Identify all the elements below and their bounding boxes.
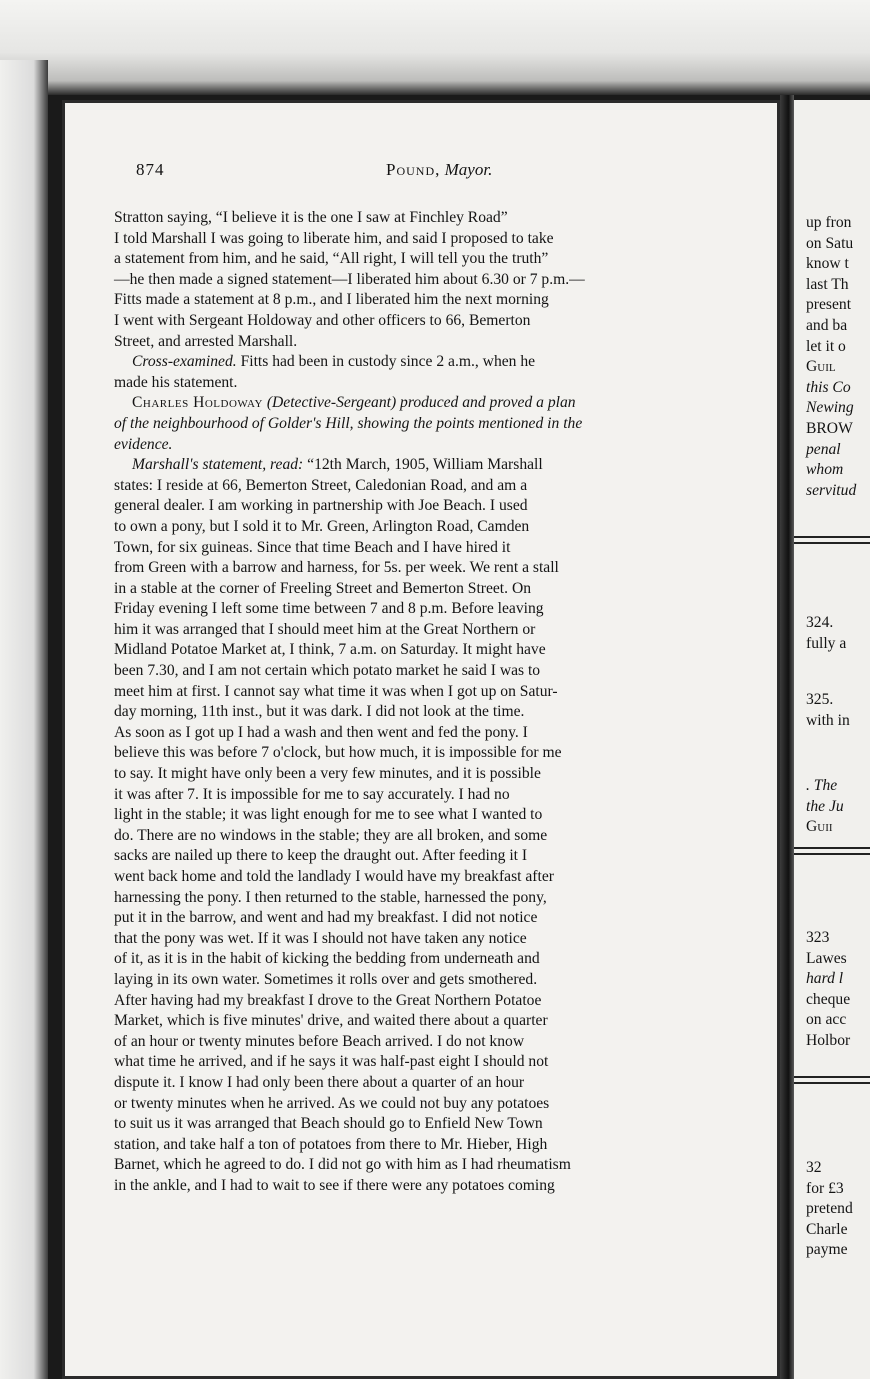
text-line: it was after 7. It is impossible for me to say accurately. I had no — [114, 785, 510, 803]
facing-line: the Ju — [806, 797, 844, 815]
facing-block-3 — [806, 690, 850, 731]
facing-line: servitud — [806, 481, 857, 499]
facing-line: cheque — [806, 990, 851, 1008]
scan-top-margin — [0, 0, 870, 95]
text-line: of the neighbourhood of Golder's Hill, showing the points mentioned in the — [114, 414, 583, 432]
text-line: to suit us it was arranged that Beach should go to Enfield New Town — [114, 1115, 543, 1133]
facing-page — [794, 100, 870, 1379]
text-line: made his statement. — [114, 373, 238, 391]
text-line: laying in its own water. Sometimes it rolls over and gets smothered. — [114, 970, 538, 988]
text-line: states: I reside at 66, Bemerton Street, Caledonian Road, and am a — [114, 476, 528, 494]
facing-line: for £3 — [806, 1179, 844, 1197]
facing-line: with in — [806, 711, 850, 729]
page-header — [136, 160, 736, 186]
text-line: in the ankle, and I had to wait to see if there were any potatoes coming — [114, 1176, 555, 1194]
text-line: put it in the barrow, and went and had my breakfast. I did not notice — [114, 909, 538, 927]
facing-line: 323 — [806, 929, 830, 946]
text-line: him it was arranged that I should meet him at the Great Northern or — [114, 620, 536, 638]
facing-line: pretend — [806, 1200, 853, 1218]
text-line: evidence. — [114, 435, 173, 453]
text-line: Market, which is five minutes' drive, and waited there about a quarter — [114, 1012, 548, 1030]
facing-line: know t — [806, 255, 849, 273]
text-line: As soon as I got up I had a wash and then went and fed the pony. I — [114, 723, 528, 741]
facing-line: Holbor — [806, 1031, 851, 1049]
text-line: general dealer. I am working in partnership with Joe Beach. I used — [114, 497, 528, 515]
facing-line: 324. — [806, 614, 834, 631]
testimony-paragraph — [114, 208, 754, 352]
body-text — [114, 208, 754, 1197]
text-line: that the pony was wet. If it was I should not have taken any notice — [114, 929, 527, 947]
text-line: Midland Potatoe Market at, I think, 7 a.m. on Saturday. It might have — [114, 641, 546, 659]
facing-line: 325. — [806, 691, 834, 708]
cross-examined-line — [114, 352, 754, 373]
statement-paragraph — [114, 476, 754, 1197]
running-head-title: Mayor. — [444, 160, 493, 179]
text-line: After having had my breakfast I drove to the Great Northern Potatoe — [114, 991, 542, 1009]
facing-line: present — [806, 296, 852, 314]
facing-line: Guil — [806, 358, 836, 376]
text-line: sacks are nailed up there to keep the draught out. After feeding it I — [114, 847, 528, 865]
facing-line: and ba — [806, 316, 848, 334]
book-gutter — [780, 95, 794, 1379]
text-line: to own a pony, but I sold it to Mr. Green, Arlington Road, Camden — [114, 517, 530, 535]
facing-line: Lawes — [806, 949, 847, 967]
text-line: Friday evening I left some time between 7 and 8 p.m. Before leaving — [114, 600, 544, 618]
text-line: went back home and told the landlady I would have my breakfast after — [114, 868, 554, 885]
text-line: from Green with a barrow and harness, for 5s. per week. We rent a stall — [114, 559, 559, 577]
text-line: harnessing the pony. I then returned to the stable, harnessed the pony, — [114, 888, 547, 906]
text-line: Stratton saying, “I believe it is the one I saw at Finchley Road” — [114, 209, 508, 226]
text-line: light in the stable; it was light enough for me to see what I wanted to — [114, 806, 543, 824]
facing-line: Guii — [806, 818, 833, 836]
facing-line: up fron — [806, 214, 852, 231]
facing-line: . The — [806, 777, 838, 794]
statement-label: Marshall's statement, read: — [132, 456, 304, 474]
witness-name: Charles Holdoway — [132, 394, 263, 412]
facing-line: this Co — [806, 378, 851, 396]
facing-line: whom — [806, 461, 844, 479]
text-line: Barnet, which he agreed to do. I did not go with him as I had rheumatism — [114, 1156, 571, 1174]
text-line: been 7.30, and I am not certain which potato market he said I was to — [114, 662, 541, 680]
text-run: “12th March, 1905, William Marshall — [307, 456, 543, 474]
text-line: a statement from him, and he said, “All right, I will tell you the truth” — [114, 250, 549, 268]
running-head — [386, 160, 492, 180]
facing-line: BROW — [806, 419, 853, 437]
text-line: believe this was before 7 o'clock, but how much, it is impossible for me — [114, 744, 562, 762]
facing-line: Newing — [806, 399, 854, 417]
text-line: meet him at first. I cannot say what time it was when I got up on Satur- — [114, 682, 558, 700]
facing-line: let it o — [806, 337, 846, 355]
text-line: —he then made a signed statement—I liberated him about 6.30 or 7 p.m.— — [114, 270, 585, 288]
facing-line: 32 — [806, 1159, 822, 1176]
text-line: what time he arrived, and if he says it was half-past eight I should not — [114, 1053, 549, 1071]
facing-line: fully a — [806, 634, 847, 652]
facing-line: payme — [806, 1241, 848, 1259]
facing-line: penal — [806, 440, 841, 458]
page-number: 874 — [136, 160, 165, 179]
text-line: I went with Sergeant Holdoway and other officers to 66, Bemerton — [114, 311, 531, 329]
text-line: to say. It might have only been a very few minutes, and it is possible — [114, 765, 541, 783]
cross-examined-label: Cross-examined. — [132, 353, 237, 371]
text-line: day morning, 11th inst., but it was dark. I did not look at the time. — [114, 703, 525, 721]
facing-line: last Th — [806, 275, 849, 293]
running-head-name: Pound, — [386, 160, 441, 179]
section-rule — [794, 536, 870, 544]
scan-left-margin — [0, 60, 48, 1379]
facing-line: hard l — [806, 970, 844, 988]
statement-heading-line — [114, 455, 754, 476]
text-line: station, and take half a ton of potatoes from there to Mr. Hieber, High — [114, 1135, 548, 1153]
section-rule — [794, 847, 870, 855]
text-run: (Detective-Sergeant) produced and proved a plan — [266, 394, 576, 412]
section-rule — [794, 1076, 870, 1084]
text-line: dispute it. I know I had only been there about a quarter of an hour — [114, 1073, 525, 1091]
text-line: I told Marshall I was going to liberate him, and said I proposed to take — [114, 229, 554, 247]
text-line: of an hour or twenty minutes before Beach arrived. I do not know — [114, 1032, 525, 1050]
facing-block-2 — [806, 613, 846, 654]
facing-line: on Satu — [806, 234, 854, 252]
facing-block-1 — [806, 213, 856, 501]
facing-block-6 — [806, 1158, 853, 1261]
facing-line: Charle — [806, 1220, 848, 1238]
text-line: Fitts made a statement at 8 p.m., and I liberated him the next morning — [114, 291, 549, 309]
text-line: Street, and arrested Marshall. — [114, 332, 298, 350]
text-line: do. There are no windows in the stable; they are all broken, and some — [114, 826, 548, 844]
facing-block-4 — [806, 776, 844, 838]
text-line: or twenty minutes when he arrived. As we could not buy any potatoes — [114, 1094, 550, 1112]
text-line: Town, for six guineas. Since that time Beach and I have hired it — [114, 538, 511, 556]
text-line: of it, as it is in the habit of kicking the bedding from underneath and — [114, 950, 540, 968]
facing-block-5 — [806, 928, 850, 1052]
facing-line: on acc — [806, 1011, 847, 1029]
holdoway-line — [114, 393, 754, 414]
text-run: Fitts had been in custody since 2 a.m., when he — [240, 353, 536, 371]
text-line: in a stable at the corner of Freeling Street and Bemerton Street. On — [114, 579, 531, 597]
